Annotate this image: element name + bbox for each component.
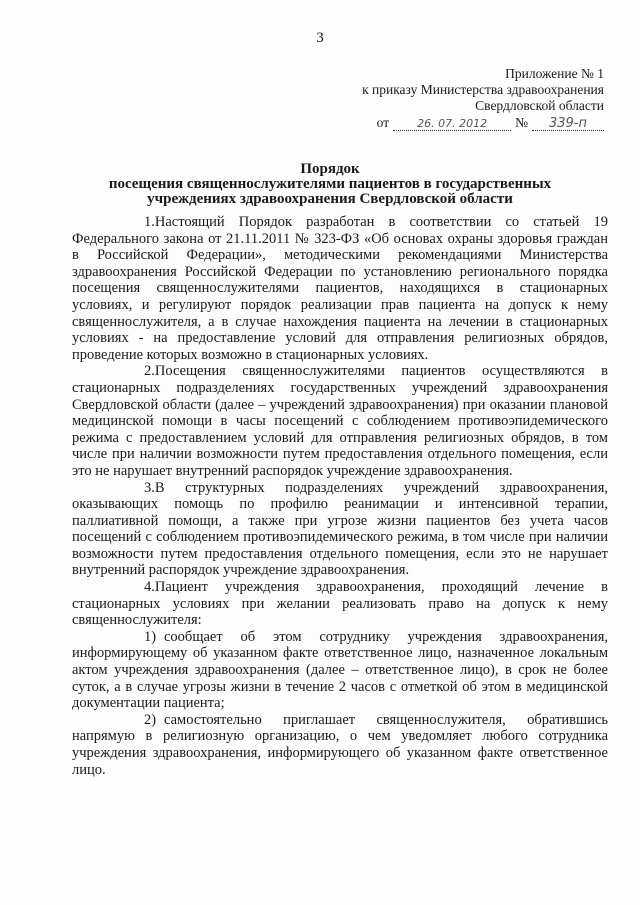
document-heading	[60, 162, 600, 207]
paragraph-number: 2.	[144, 363, 155, 380]
paragraph-number: 4.	[144, 579, 155, 596]
heading-line-1: Порядок	[300, 161, 360, 177]
paragraph-1	[72, 214, 608, 363]
paragraph-number: 3.	[144, 479, 155, 496]
subitem-2	[72, 712, 608, 778]
paragraph-3	[72, 480, 608, 580]
paragraph-text: Посещения священнослужителями пациентов осуществляются в стационарных подразделениях государственных учреждений здравоохранения Свердловской области (далее – учреждений здравоохранения) при оказании плановой медицинской помощи в часы посещений с соблюдением противоэпидемического режима с предоставлением условий для отправления религиозных обрядов, в том числе при наличии возможности путем предоставления отдельного помещения, если это не нарушает внутренний распорядок учреждение здравоохранения.	[72, 363, 608, 479]
page-number: 3	[316, 30, 324, 46]
subitem-text: самостоятельно приглашает священнослужителя, обратившись напрямую в религиозную организацию, о чем уведомляет любого сотрудника учреждения здравоохранения, информирующего об указанном факте ответственное лицо.	[72, 711, 608, 778]
paragraph-4	[72, 579, 608, 629]
paragraph-text: Пациент учреждения здравоохранения, проходящий лечение в стационарных условиях при желании реализовать право на допуск к нему священнослужителя:	[72, 579, 608, 629]
annex-title: Приложение № 1	[505, 66, 604, 81]
annex-block	[304, 66, 604, 131]
annex-order-line: к приказу Министерства здравоохранения	[362, 82, 604, 97]
heading-line-3: учреждениях здравоохранения Свердловской области	[147, 191, 513, 207]
paragraph-number: 1.	[144, 214, 155, 230]
document-body	[72, 214, 608, 778]
paragraph-2	[72, 363, 608, 479]
annex-region-line: Свердловской области	[475, 98, 604, 113]
number-prefix: №	[515, 115, 528, 130]
date-handwritten: 26. 07. 2012	[393, 118, 511, 131]
paragraph-text: В структурных подразделениях учреждений здравоохранения, оказывающих помощь по профилю реанимации и интенсивной терапии, паллиативной помощи, а также при угрозе жизни пациентов без учета часов посещений с соблюдением противоэпидемического режима, в том числе при наличии возможности путем предоставления отдельного помещения, если это не нарушает внутренний распорядок учреждение здравоохранения.	[72, 479, 608, 579]
annex-date-number-row	[304, 115, 604, 131]
subitem-number: 2)	[144, 711, 157, 728]
paragraph-text: Настоящий Порядок разработан в соответствии со статьей 19 Федерального закона от 21.11.2011 № 323-ФЗ «Об основах охраны здоровья граждан в Российской Федерации», методическими рекомендациями Министерства здравоохранения Российской Федерации по установлению регионального порядка посещения священнослужителями пациентов, находящихся в стационарных условиях, и регулируют порядок реализации прав пациента на допуск к нему священнослужителя, а в случае нахождения пациента на лечении в стационарных условиях - на предоставление условий для отправления религиозных обрядов, проведение которых возможно в стационарных условиях.	[72, 214, 608, 363]
subitem-number: 1)	[144, 628, 157, 645]
subitem-1	[72, 629, 608, 712]
date-prefix: от	[376, 115, 390, 130]
heading-line-2: посещения священнослужителями пациентов в государственных	[108, 176, 552, 192]
subitem-text: сообщает об этом сотруднику учреждения здравоохранения, информирующему об указанном факте ответственное лицо, назначенное локальным актом учреждения здравоохранения (далее – ответственное лицо), в срок не более суток, а в случае угрозы жизни в течение 2 часов с отметкой об этом в медицинской документации пациента;	[72, 628, 608, 712]
number-handwritten: 339-п	[532, 118, 604, 131]
